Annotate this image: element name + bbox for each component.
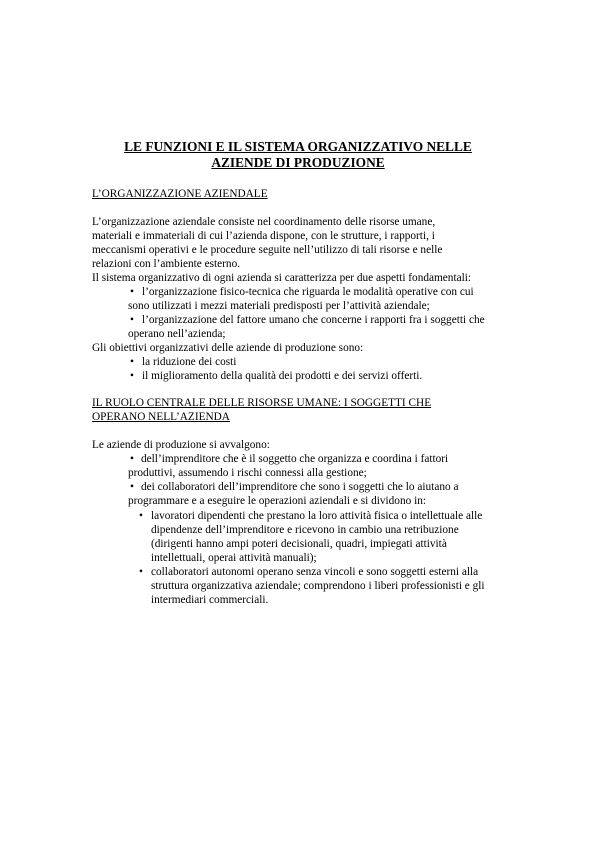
sublist-item: • collaboratori autonomi operano senza vincoli e sono soggetti esterni alla struttura organizzativa aziendale; comprendono i liberi professionisti e gli intermediari commerciali. — [139, 565, 512, 607]
section-risorse-umane-body — [92, 438, 512, 607]
subjects-list — [92, 452, 512, 508]
section-heading: OPERANO NELL’AZIENDA — [92, 411, 230, 423]
collaborators-sublist — [92, 509, 512, 607]
title-line-1: LE FUNZIONI E IL SISTEMA ORGANIZZATIVO NELLE — [124, 139, 472, 154]
list-item-continuation: sono utilizzati i mezzi materiali predisposti per l’attività aziendale; — [128, 300, 430, 312]
list-item: • l’organizzazione fisico-tecnica che riguarda le modalità operative con cui — [92, 285, 512, 299]
paragraph-line: Gli obiettivi organizzativi delle aziende di produzione sono: — [92, 342, 364, 354]
title-line-2: AZIENDE DI PRODUZIONE — [211, 154, 385, 170]
list-item: • dell’imprenditore che è il soggetto che organizza e coordina i fattori — [92, 452, 512, 466]
list-item: • dei collaboratori dell’imprenditore che sono i soggetti che lo aiutano a — [92, 480, 512, 494]
paragraph-line: L’organizzazione aziendale consiste nel coordinamento delle risorse umane, — [92, 216, 436, 228]
list-item: • la riduzione dei costi — [92, 355, 512, 369]
document-title — [96, 139, 500, 170]
list-item-continuation: produttivi, assumendo i rischi connessi alla gestione; — [128, 467, 367, 479]
section-heading: IL RUOLO CENTRALE DELLE RISORSE UMANE: I SOGGETTI CHE — [92, 397, 432, 409]
section-heading: L’ORGANIZZAZIONE AZIENDALE — [92, 188, 268, 200]
sublist-item: • lavoratori dipendenti che prestano la loro attività fisica o intellettuale alle dipendenze dell’imprenditore e ricevono in cambio una retribuzione (dirigenti hanno ampi poteri decisionali, quadri, impiegati attività intellettuali, operai attività manuali); — [139, 509, 512, 565]
aspects-list — [92, 285, 512, 341]
list-item-continuation: operano nell’azienda; — [128, 328, 226, 340]
section-risorse-umane-heading — [92, 396, 512, 424]
objectives-list — [92, 355, 512, 383]
section-organizzazione-body — [92, 215, 512, 383]
paragraph-line: relazioni con l’ambiente esterno. — [92, 258, 241, 270]
list-item-continuation: programmare e a eseguire le operazioni aziendali e si dividono in: — [128, 495, 426, 507]
list-item: • l’organizzazione del fattore umano che concerne i rapporti fra i soggetti che — [92, 313, 512, 327]
paragraph-line: materiali e immateriali di cui l’azienda dispone, con le strutture, i rapporti, i — [92, 230, 435, 242]
section-organizzazione-heading — [92, 187, 512, 201]
paragraph-line: Le aziende di produzione si avvalgono: — [92, 439, 270, 451]
list-item: • il miglioramento della qualità dei prodotti e dei servizi offerti. — [92, 369, 512, 383]
paragraph-line: Il sistema organizzativo di ogni azienda si caratterizza per due aspetti fondamentali: — [92, 272, 472, 284]
paragraph-line: meccanismi operativi e le procedure seguite nell’utilizzo di tali risorse e nelle — [92, 244, 443, 256]
